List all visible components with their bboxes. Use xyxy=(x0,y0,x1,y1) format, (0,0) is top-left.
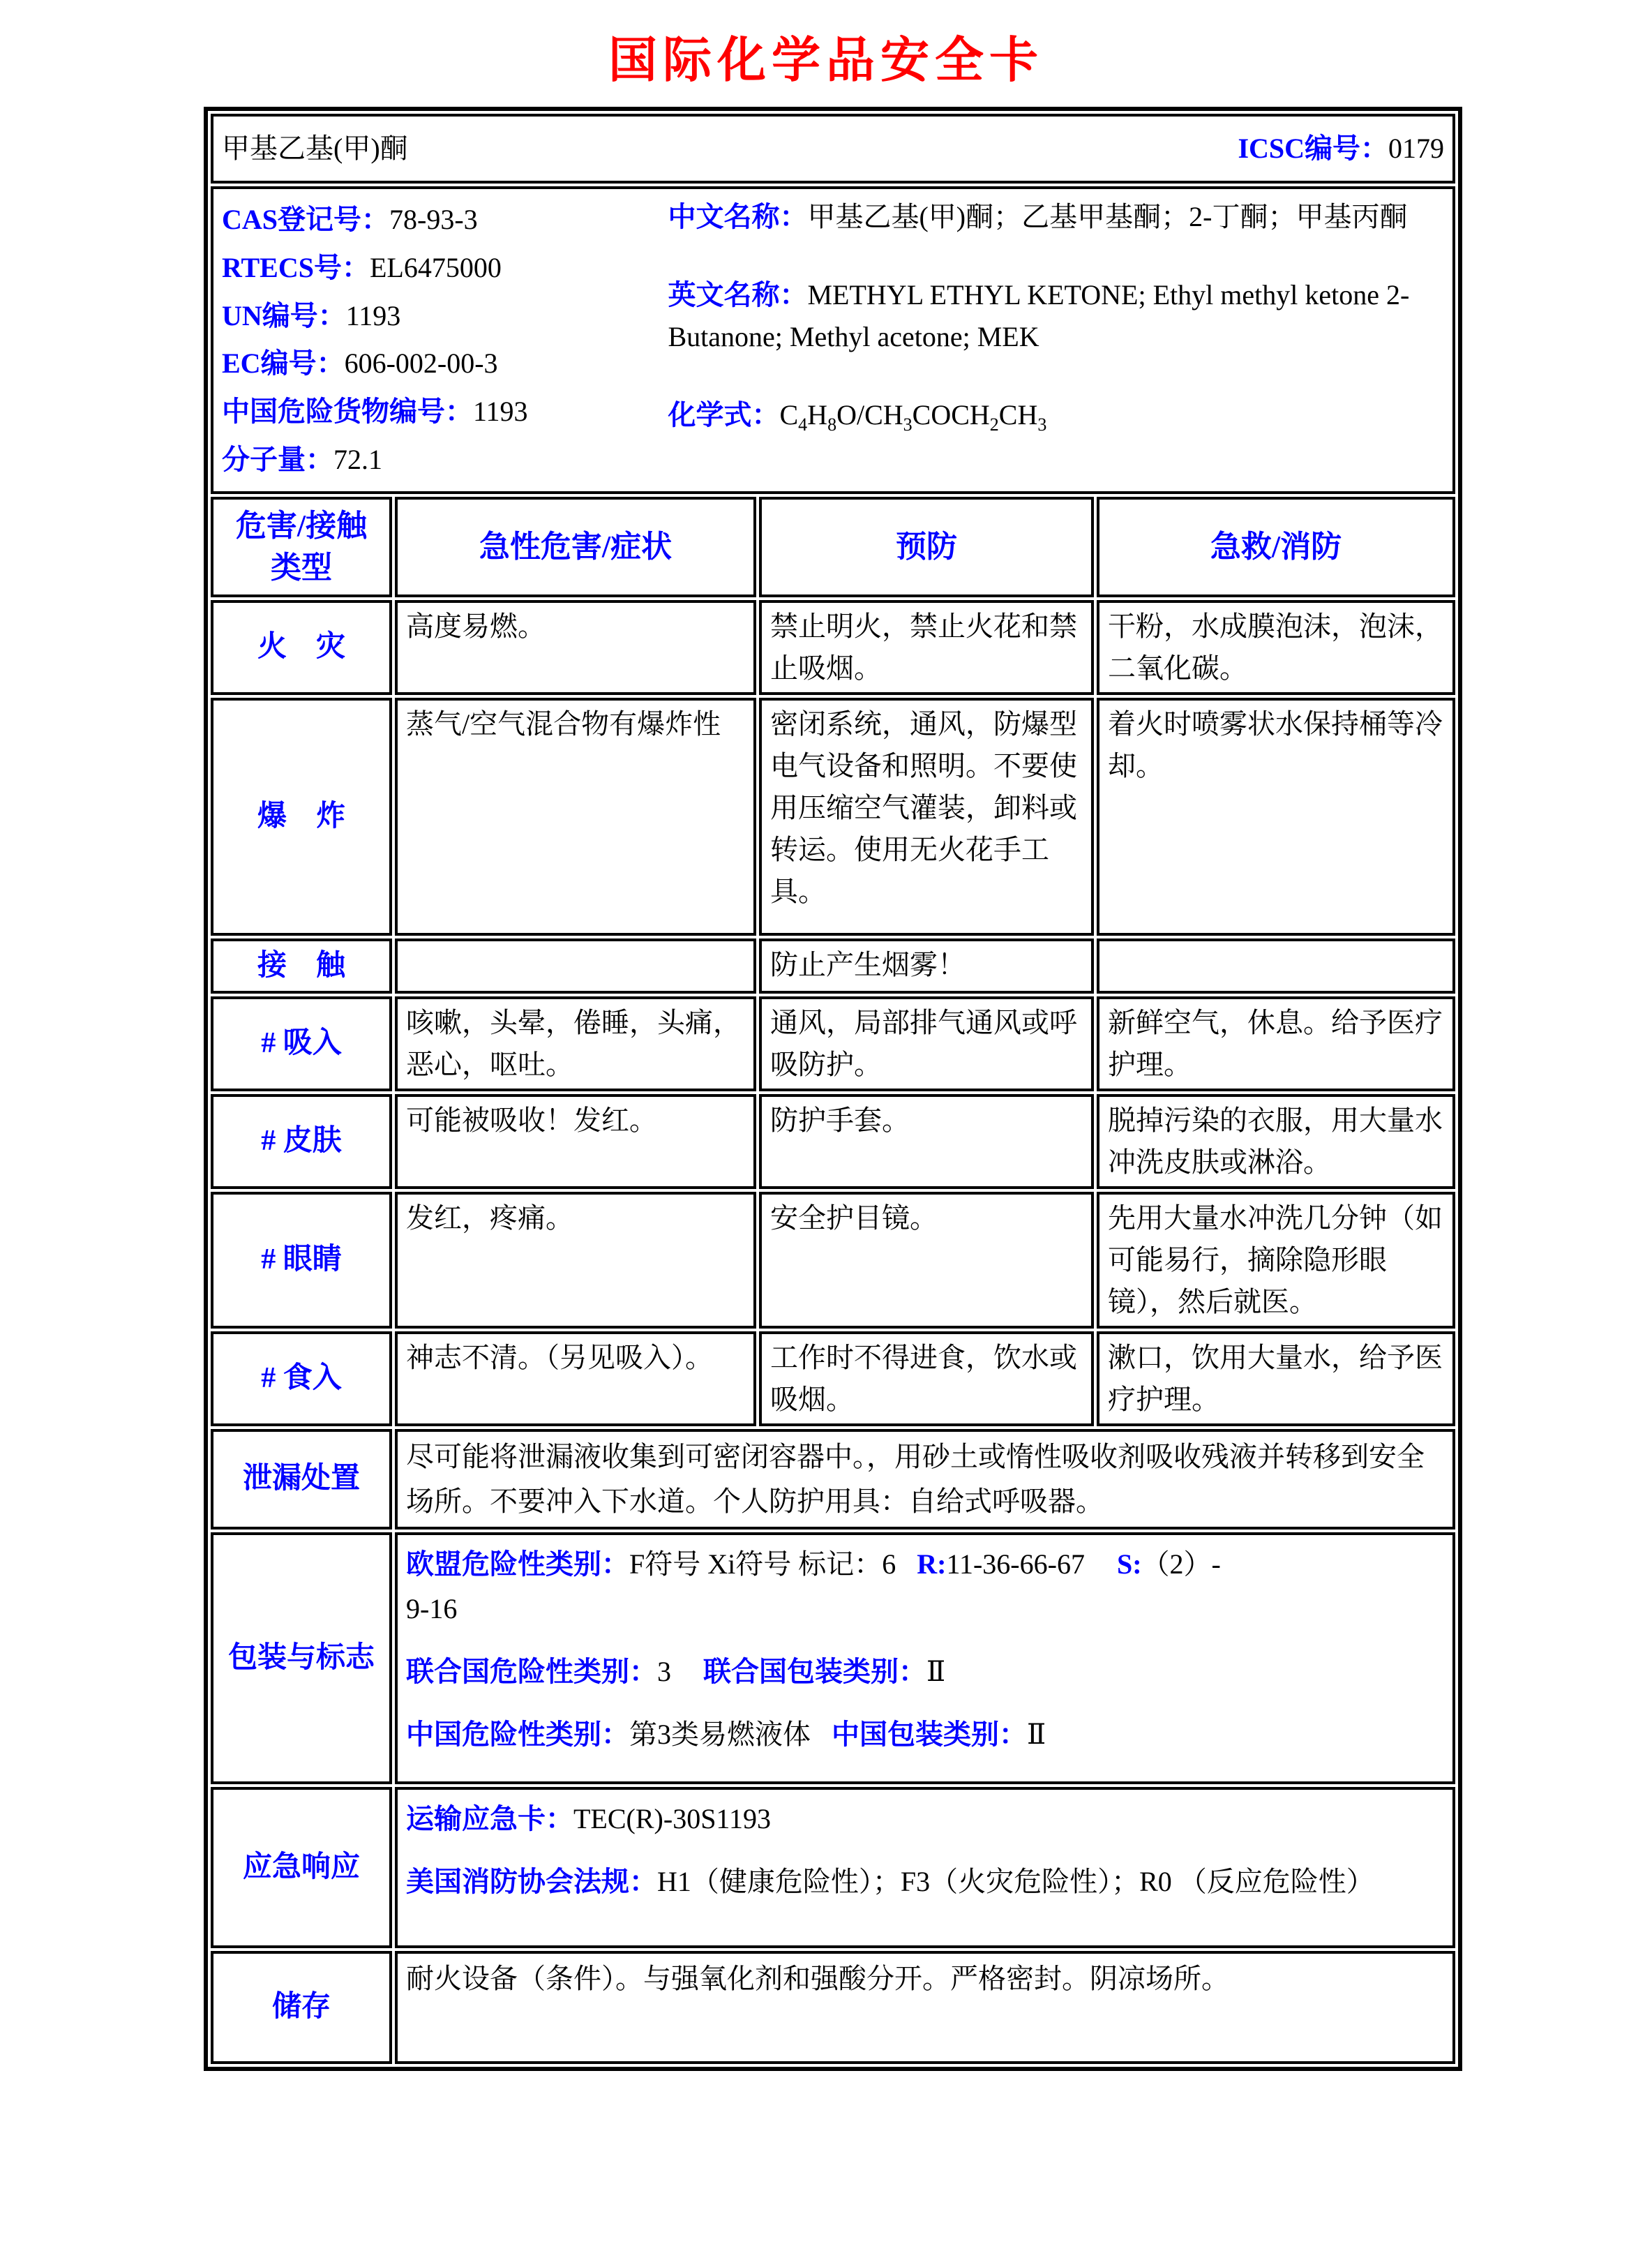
page-title: 国际化学品安全卡 xyxy=(608,34,1044,88)
hazard-row-inhalation xyxy=(211,996,1455,1091)
row-label-contact: 接 触 xyxy=(211,938,392,994)
packaging-cn-line: 中国危险性类别：第3类易燃液体 中国包装类别：Ⅱ xyxy=(406,1718,1046,1750)
row-label-inhalation: # 吸入 xyxy=(211,996,392,1091)
identifier-value: 1193 xyxy=(345,299,401,331)
tec-card-label: 运输应急卡： xyxy=(406,1802,573,1834)
emergency-tec-line: 运输应急卡：TEC(R)-30S1193 xyxy=(406,1802,771,1834)
cn-pack-label: 中国包装类别： xyxy=(832,1718,1027,1750)
identifier-value: 78-93-3 xyxy=(389,204,478,235)
identifier-label: UN编号： xyxy=(222,299,346,331)
identifier-cas xyxy=(222,196,668,244)
section-label-emergency: 应急响应 xyxy=(211,1787,392,1948)
section-content-emergency xyxy=(395,1787,1455,1948)
formula-value: $C_4H_8O/CH_3COCH_2CH_3$ xyxy=(779,399,1047,435)
cell-symptoms xyxy=(395,938,756,994)
cell-symptoms: 咳嗽，头晕，倦睡，头痛，恶心，呕吐。 xyxy=(395,996,756,1091)
un-pack-label: 联合国包装类别： xyxy=(703,1655,926,1687)
identifier-un xyxy=(222,292,668,341)
emergency-nfpa-line: 美国消防协会法规：H1（健康危险性）；F3（火灾危险性）；R0 （反应危险性） xyxy=(406,1865,1374,1897)
cell-first-aid: 新鲜空气，休息。给予医疗护理。 xyxy=(1097,996,1455,1091)
r-phrases-label: R: xyxy=(917,1548,947,1580)
section-content-storage: 耐火设备（条件）。与强氧化剂和强酸分开。严格密封。阴凉场所。 xyxy=(395,1951,1455,2064)
section-row-storage xyxy=(211,1951,1455,2064)
chinese-name-label: 中文名称： xyxy=(668,201,808,232)
identifier-value: EL6475000 xyxy=(369,251,502,283)
section-content-spill: 尽可能将泄漏液收集到可密闭容器中。，用砂土或惰性吸收剂吸收残液并转移到安全场所。不要冲入下水道。个人防护用具：自给式呼吸器。 xyxy=(395,1429,1455,1530)
cell-symptoms: 神志不清。（另见吸入）。 xyxy=(395,1331,756,1426)
icsc-number: 0179 xyxy=(1388,133,1445,164)
identity-row xyxy=(211,186,1455,494)
identifier-value: 606-002-00-3 xyxy=(344,347,498,380)
identifier-mol-weight xyxy=(222,436,668,484)
identifier-label: EC编号： xyxy=(222,347,345,380)
cell-symptoms: 高度易燃。 xyxy=(395,600,756,695)
cell-prevention: 安全护目镜。 xyxy=(759,1192,1094,1329)
hazard-row-contact xyxy=(211,938,1455,994)
icsc-label: ICSC编号： xyxy=(1238,133,1389,164)
english-name-label: 英文名称： xyxy=(668,279,808,311)
identifier-label: CAS登记号： xyxy=(222,204,390,235)
row-label-explosion: 爆 炸 xyxy=(211,698,392,936)
section-label-spill: 泄漏处置 xyxy=(211,1429,392,1530)
identifier-ec xyxy=(222,340,668,388)
hazard-row-skin xyxy=(211,1094,1455,1189)
identifier-china-dg xyxy=(222,388,668,436)
hazard-row-ingestion xyxy=(211,1331,1455,1426)
substance-name: 甲基乙基(甲)酮 xyxy=(222,133,408,164)
cell-prevention: 防止产生烟雾！ xyxy=(759,938,1094,994)
chinese-name xyxy=(668,196,1444,238)
cell-prevention: 防护手套。 xyxy=(759,1094,1094,1189)
identifier-label: 中国危险货物编号： xyxy=(222,396,473,428)
row-label-skin: # 皮肤 xyxy=(211,1094,392,1189)
identifier-value: 72.1 xyxy=(333,443,382,475)
cell-prevention: 工作时不得进食，饮水或吸烟。 xyxy=(759,1331,1094,1426)
identifier-label: RTECS号： xyxy=(222,251,370,283)
names-block xyxy=(668,196,1444,484)
cell-first-aid: 干粉，水成膜泡沫，泡沫，二氧化碳。 xyxy=(1097,600,1455,695)
section-row-emergency xyxy=(211,1787,1455,1948)
chemical-formula xyxy=(668,394,1444,436)
packaging-eu-line: 欧盟危险性类别：F符号 Xi符号 标记：6 R:11-36-66-67 S:（2）- 9-16 xyxy=(406,1548,1221,1624)
cell-symptoms: 可能被吸收！发红。 xyxy=(395,1094,756,1189)
formula-label: 化学式： xyxy=(668,399,780,431)
nfpa-label: 美国消防协会法规： xyxy=(406,1865,657,1897)
s-phrases-label: S: xyxy=(1116,1548,1142,1580)
cell-first-aid: 脱掉污染的衣服，用大量水冲洗皮肤或淋浴。 xyxy=(1097,1094,1455,1189)
hazard-row-fire xyxy=(211,600,1455,695)
section-row-spill xyxy=(211,1429,1455,1530)
column-header-symptoms: 急性危害/症状 xyxy=(395,497,756,597)
cell-symptoms: 蒸气/空气混合物有爆炸性 xyxy=(395,698,756,936)
section-content-packaging xyxy=(395,1532,1455,1784)
row-label-eyes: # 眼睛 xyxy=(211,1192,392,1329)
identifier-value: 1193 xyxy=(473,396,528,428)
cell-first-aid xyxy=(1097,938,1455,994)
column-header-hazard-type: 危害/接触类型 xyxy=(211,497,392,597)
english-name xyxy=(668,274,1444,358)
column-header-prevention: 预防 xyxy=(759,497,1094,597)
hazard-row-explosion xyxy=(211,698,1455,936)
english-name-value: METHYL ETHYL KETONE; Ethyl methyl ketone 2-Butanone; Methyl acetone; MEK xyxy=(668,279,1410,352)
cell-prevention: 禁止明火，禁止火花和禁止吸烟。 xyxy=(759,600,1094,695)
safety-card-table xyxy=(204,107,1462,2071)
cell-prevention: 通风，局部排气通风或呼吸防护。 xyxy=(759,996,1094,1091)
cell-first-aid: 漱口，饮用大量水，给予医疗护理。 xyxy=(1097,1331,1455,1426)
hazard-row-eyes xyxy=(211,1192,1455,1329)
section-label-packaging: 包装与标志 xyxy=(211,1532,392,1784)
column-header-first-aid: 急救/消防 xyxy=(1097,497,1455,597)
packaging-un-line: 联合国危险性类别：3 联合国包装类别：Ⅱ xyxy=(406,1655,946,1687)
identifier-rtecs xyxy=(222,244,668,292)
card-header-row xyxy=(211,114,1455,184)
chinese-name-value: 甲基乙基(甲)酮；乙基甲基酮；2-丁酮；甲基丙酮 xyxy=(807,201,1408,232)
identifier-label: 分子量： xyxy=(222,443,333,475)
cn-class-label: 中国危险性类别： xyxy=(406,1718,629,1750)
section-label-storage: 储存 xyxy=(211,1951,392,2064)
identifier-list xyxy=(222,196,668,484)
cell-first-aid: 着火时喷雾状水保持桶等冷却。 xyxy=(1097,698,1455,936)
un-class-label: 联合国危险性类别： xyxy=(406,1655,657,1687)
hazard-header-row xyxy=(211,497,1455,597)
section-row-packaging xyxy=(211,1532,1455,1784)
cell-prevention: 密闭系统，通风，防爆型电气设备和照明。不要使用压缩空气灌装，卸料或转运。使用无火花手工具。 xyxy=(759,698,1094,936)
cell-symptoms: 发红，疼痛。 xyxy=(395,1192,756,1329)
icsc-number-group xyxy=(1238,128,1444,170)
eu-class-label: 欧盟危险性类别： xyxy=(406,1548,629,1580)
cell-first-aid: 先用大量水冲洗几分钟（如可能易行，摘除隐形眼镜），然后就医。 xyxy=(1097,1192,1455,1329)
row-label-ingestion: # 食入 xyxy=(211,1331,392,1426)
row-label-fire: 火 灾 xyxy=(211,600,392,695)
